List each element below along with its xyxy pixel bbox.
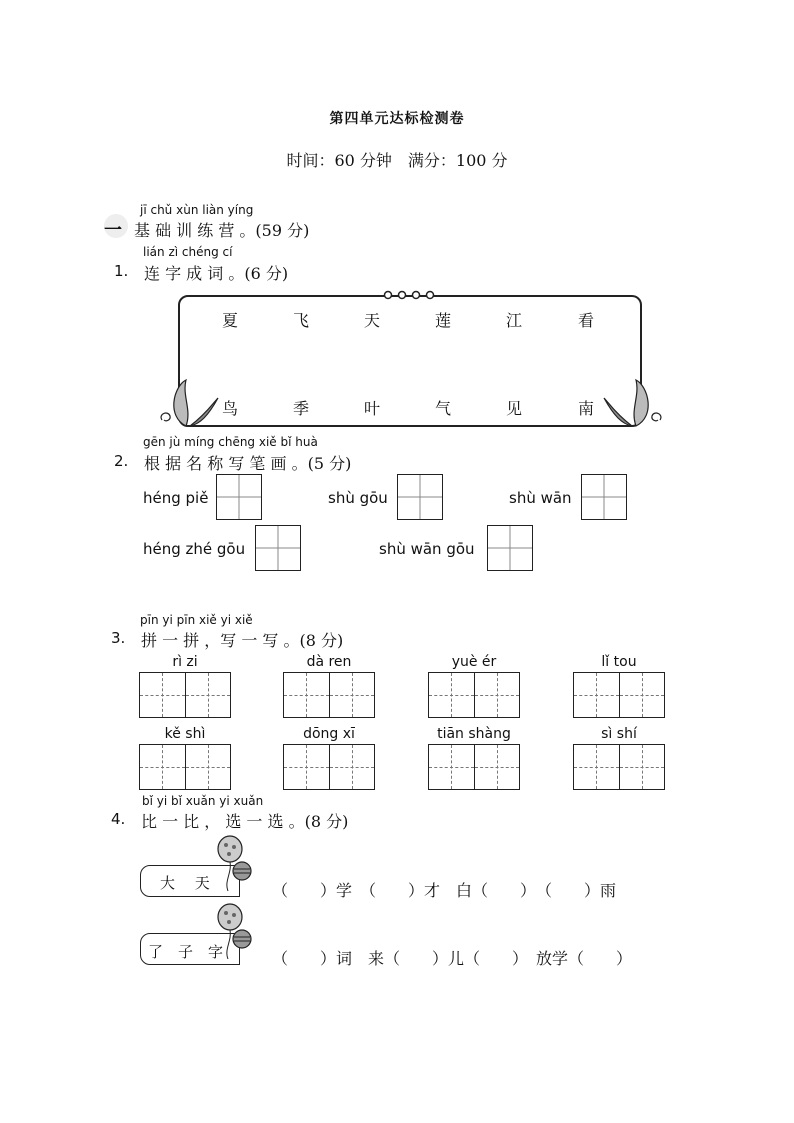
char-group-1: 大 天 bbox=[160, 874, 210, 892]
writing-grid[interactable] bbox=[428, 744, 520, 790]
pinyin-label: dōng xī bbox=[303, 726, 355, 742]
q2-title: 根 据 名 称 写 笔 画 。(5 分) bbox=[144, 454, 352, 473]
char-top-2[interactable]: 飞 bbox=[292, 311, 309, 330]
q1-title: 连 字 成 词 。(6 分) bbox=[144, 264, 289, 283]
pinyin-label: dà ren bbox=[306, 654, 352, 670]
char-top-3[interactable]: 天 bbox=[363, 311, 380, 330]
q1-number: 1. bbox=[114, 262, 129, 280]
q3-title: 拼 一 拼 ，写 一 写 。(8 分) bbox=[141, 631, 344, 650]
exam-meta: 时间：60 分钟 满分：100 分 bbox=[286, 151, 508, 170]
section1-badge: 一 bbox=[104, 220, 122, 241]
stroke-label-1: héng piě bbox=[143, 489, 209, 507]
compare-line-1[interactable]: （ ）学 （ ）才 白（ ） （ ）雨 bbox=[272, 881, 617, 900]
stroke-label-2: shù gōu bbox=[328, 489, 388, 507]
char-bottom-5[interactable]: 见 bbox=[505, 399, 522, 418]
q4-pinyin: bǐ yi bǐ xuǎn yi xuǎn bbox=[142, 794, 264, 808]
section1-title: 基 础 训 练 营 。(59 分) bbox=[134, 221, 310, 240]
char-bottom-6[interactable]: 南 bbox=[577, 399, 594, 418]
writing-grid[interactable] bbox=[139, 672, 231, 718]
writing-grid[interactable] bbox=[573, 744, 665, 790]
q1-pinyin: lián zì chéng cí bbox=[143, 245, 233, 259]
pinyin-label: lǐ tou bbox=[601, 654, 637, 670]
char-group-2: 了 子 字 bbox=[148, 943, 224, 961]
page-title: 第四单元达标检测卷 bbox=[329, 111, 465, 127]
char-top-1[interactable]: 夏 bbox=[221, 311, 238, 330]
stroke-answer-box-4[interactable] bbox=[255, 525, 301, 571]
pinyin-label: kě shì bbox=[164, 726, 206, 742]
balloon-icon bbox=[214, 835, 254, 895]
section1-pinyin: jī chǔ xùn liàn yíng bbox=[140, 203, 254, 217]
pinyin-label: yuè ér bbox=[451, 654, 497, 670]
leaf-ornament-left-icon bbox=[156, 376, 220, 432]
q3-pinyin: pīn yi pīn xiě yi xiě bbox=[140, 613, 253, 627]
q2-pinyin: gēn jù míng chēng xiě bǐ huà bbox=[143, 435, 318, 449]
q3-number: 3. bbox=[111, 629, 126, 647]
leaf-ornament-right-icon bbox=[602, 376, 666, 432]
pinyin-label: tiān shàng bbox=[437, 726, 511, 742]
char-bottom-2[interactable]: 季 bbox=[292, 399, 309, 418]
stroke-answer-box-2[interactable] bbox=[397, 474, 443, 520]
stroke-answer-box-1[interactable] bbox=[216, 474, 262, 520]
pinyin-label: rì zi bbox=[172, 654, 198, 670]
compare-line-2[interactable]: （ ）词 来（ ）儿（ ） 放学（ ） bbox=[272, 949, 633, 968]
char-bottom-4[interactable]: 气 bbox=[434, 399, 451, 418]
q4-number: 4. bbox=[111, 810, 126, 828]
writing-grid[interactable] bbox=[139, 744, 231, 790]
char-top-5[interactable]: 江 bbox=[505, 311, 522, 330]
writing-grid[interactable] bbox=[428, 672, 520, 718]
char-bottom-1[interactable]: 鸟 bbox=[221, 399, 238, 418]
frame-ornament-icon bbox=[380, 287, 440, 303]
char-top-6[interactable]: 看 bbox=[577, 311, 594, 330]
char-bottom-3[interactable]: 叶 bbox=[363, 399, 380, 418]
stroke-label-4: héng zhé gōu bbox=[143, 540, 246, 558]
char-top-4[interactable]: 莲 bbox=[434, 311, 451, 330]
writing-grid[interactable] bbox=[283, 744, 375, 790]
writing-grid[interactable] bbox=[573, 672, 665, 718]
stroke-label-5: shù wān gōu bbox=[379, 540, 475, 558]
q2-number: 2. bbox=[114, 452, 129, 470]
stroke-label-3: shù wān bbox=[509, 489, 572, 507]
q4-title: 比 一 比 ， 选 一 选 。(8 分) bbox=[141, 812, 349, 831]
balloon-icon bbox=[214, 903, 254, 963]
stroke-answer-box-5[interactable] bbox=[487, 525, 533, 571]
stroke-answer-box-3[interactable] bbox=[581, 474, 627, 520]
pinyin-label: sì shí bbox=[601, 726, 637, 742]
writing-grid[interactable] bbox=[283, 672, 375, 718]
